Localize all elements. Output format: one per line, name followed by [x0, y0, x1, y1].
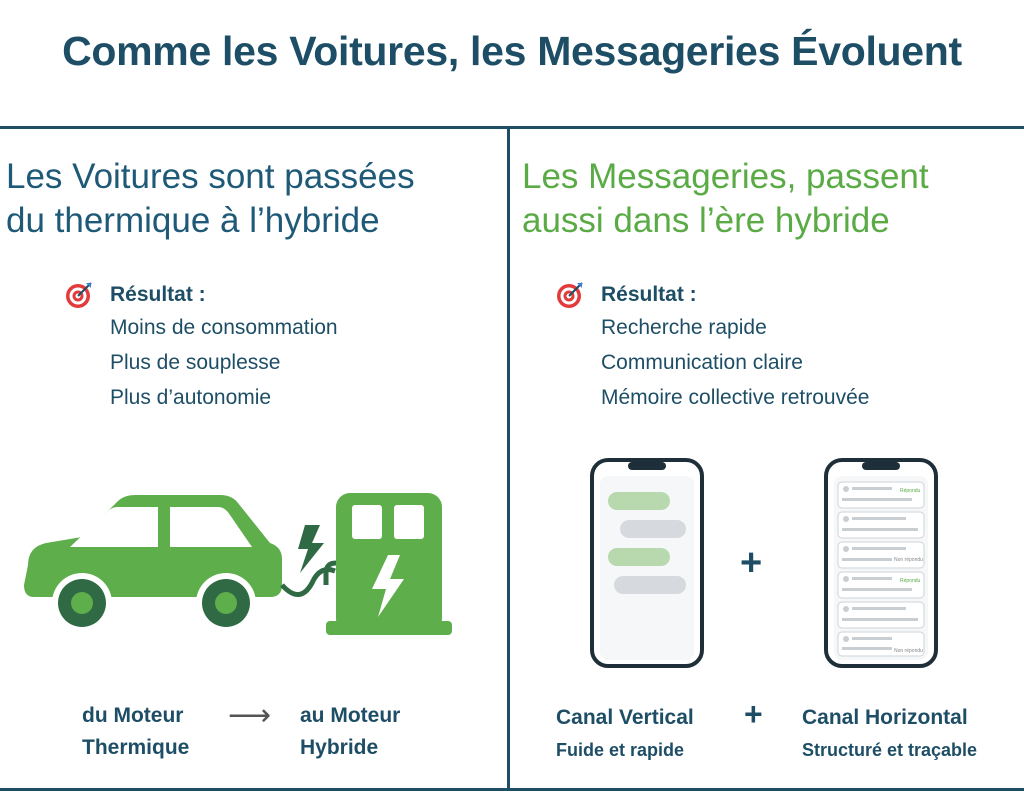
- right-result-item-3: Mémoire collective retrouvée: [601, 386, 870, 409]
- from-label-line2: Thermique: [82, 736, 190, 759]
- phone-tag-2: Non répondu: [894, 557, 923, 563]
- target-icon: [555, 280, 585, 310]
- from-label-line1: du Moteur: [82, 704, 184, 727]
- lightning-icon: [298, 525, 324, 573]
- left-result-label: Résultat :: [110, 283, 206, 306]
- left-result-title: [110, 280, 338, 310]
- right-result-item-2: Communication claire: [601, 351, 803, 374]
- center-divider: [507, 126, 510, 791]
- right-result-title: [601, 280, 869, 310]
- right-heading-line1: Les Messageries, passent: [522, 157, 929, 196]
- right-result-item-1: Recherche rapide: [601, 316, 767, 339]
- to-label-line2: Hybride: [300, 736, 379, 759]
- to-label: [300, 700, 400, 764]
- vertical-subtitle: Fuide et rapide: [556, 740, 685, 760]
- right-results: [601, 280, 869, 415]
- right-heading-line2: aussi dans l’ère hybride: [522, 201, 890, 240]
- left-heading-line2: du thermique à l’hybride: [6, 201, 380, 240]
- horizontal-title: Canal Horizontal: [802, 706, 968, 729]
- arrow-icon: ⟶: [228, 699, 272, 732]
- phone-vertical-icon: [590, 458, 704, 668]
- left-heading: [6, 155, 415, 243]
- left-result-item-3: Plus d’autonomie: [110, 386, 272, 409]
- target-icon: [64, 280, 94, 310]
- horizontal-subtitle: Structuré et traçable: [802, 740, 978, 760]
- left-result-item-2: Plus de souplesse: [110, 351, 281, 374]
- phone-tag-1: Répondu: [900, 488, 921, 494]
- page-title: Comme les Voitures, les Messageries Évoluent: [62, 28, 962, 74]
- bottom-divider: [0, 788, 1024, 791]
- phone-tag-3: Répondu: [900, 578, 921, 584]
- right-heading: [522, 155, 929, 243]
- phone-tag-4: Non répondu: [894, 648, 923, 654]
- right-result-label: Résultat :: [601, 283, 697, 306]
- phone-horizontal-icon: [824, 458, 938, 668]
- left-heading-line1: Les Voitures sont passées: [6, 157, 415, 196]
- left-results: [110, 280, 338, 415]
- car-icon: [24, 495, 282, 633]
- charging-station-icon: [326, 493, 452, 635]
- to-label-line1: au Moteur: [300, 704, 401, 727]
- labels-plus: +: [744, 696, 763, 732]
- phones-plus: +: [740, 542, 763, 584]
- from-label: [82, 700, 189, 764]
- car-charging-illustration: [20, 485, 460, 650]
- left-result-item-1: Moins de consommation: [110, 316, 338, 339]
- vertical-title: Canal Vertical: [556, 706, 694, 729]
- top-divider: [0, 126, 1024, 129]
